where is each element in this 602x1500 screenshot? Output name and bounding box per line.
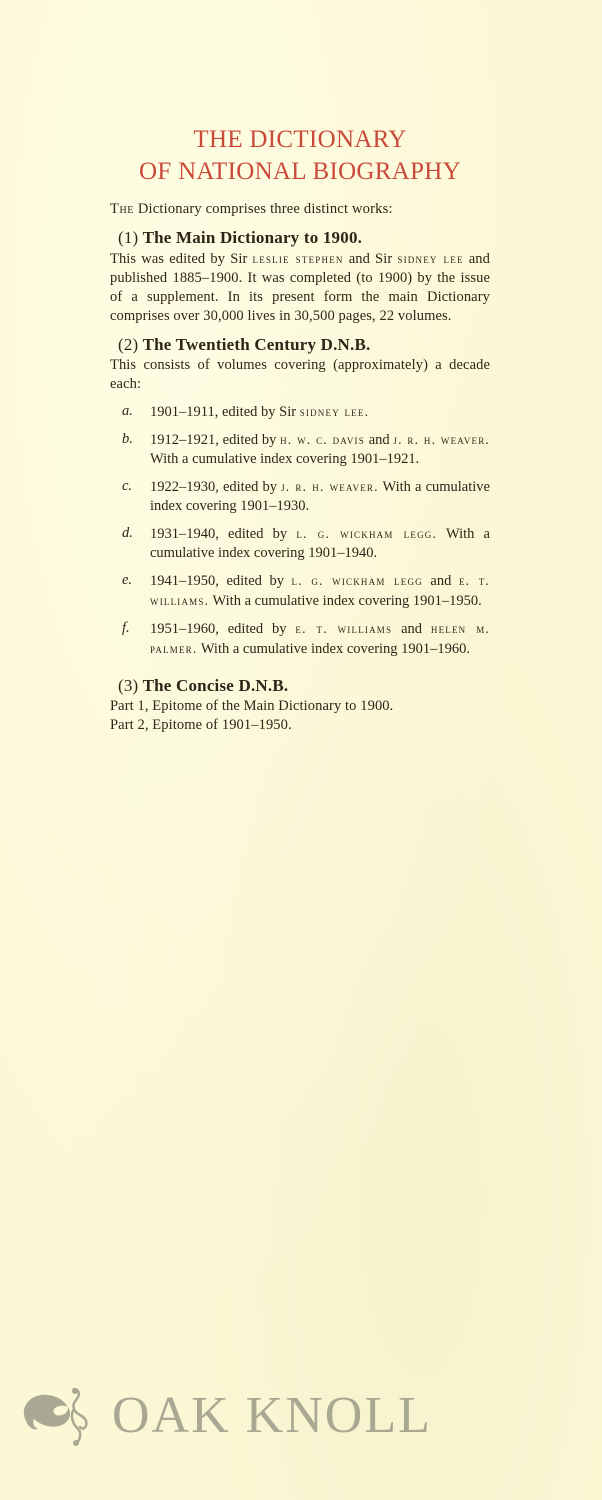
item-text: , edited by Sir: [214, 404, 300, 420]
concise-part-1: Part 1, Epitome of the Main Dictionary to 1900.: [110, 698, 394, 714]
watermark-text: OAK KNOLL: [112, 1387, 432, 1444]
list-letter: a.: [122, 403, 133, 419]
list-letter: c.: [122, 478, 133, 494]
intro-text: Dictionary comprises three distinct works:: [134, 201, 393, 217]
item-text: , edited by: [215, 432, 281, 448]
years: 1922–1930: [150, 479, 216, 495]
item-text: , edited by: [215, 573, 292, 589]
item-text: , edited by: [215, 479, 282, 495]
item-text: With a cumulative index covering 1901–1950.: [209, 593, 482, 609]
title-line-1: THE DICTIONARY: [193, 126, 407, 153]
item-text: and: [392, 621, 431, 637]
section-number: (2): [118, 335, 139, 354]
oak-knoll-watermark: [18, 1385, 432, 1447]
section-title: The Main Dictionary to 1900.: [142, 228, 363, 247]
list-letter: b.: [122, 431, 133, 447]
section-title: The Twentieth Century D.N.B.: [142, 335, 371, 354]
list-item: [110, 524, 490, 563]
list-item: [110, 477, 490, 516]
editor-name: j. r. h. weaver.: [393, 432, 491, 447]
section-main-dictionary: [110, 227, 490, 326]
editor-name: leslie stephen: [252, 251, 344, 266]
editor-name: e. t. williams.: [150, 573, 491, 608]
list-letter: d.: [122, 525, 133, 541]
list-item: [110, 619, 490, 659]
oak-knoll-leaf-logo-icon: [18, 1385, 98, 1447]
item-text: With a cumulative index covering 1901–1940.: [150, 526, 490, 561]
editor-name: h. w. c. davis: [280, 432, 365, 447]
section-heading: [118, 334, 490, 356]
section-concise-dnb: [110, 675, 490, 735]
section-heading: [118, 675, 490, 697]
years: 1951–1960: [150, 621, 216, 637]
para-text: and Sir: [343, 251, 398, 267]
para-text: This was edited by Sir: [110, 251, 253, 267]
years: 1931–1940: [150, 526, 216, 542]
item-text: and: [364, 432, 394, 448]
list-item: [110, 571, 490, 611]
para-text: and published 1885–1900. It was completed (to 1900) by the issue of a supplement. In its present form the main Dictionary comprises over 30,000 lives in 30,500 pages, 22 volumes.: [110, 251, 491, 324]
item-text: and: [422, 573, 459, 589]
section-paragraph: This consists of volumes covering (approximately) a decade each:: [110, 357, 490, 392]
years: 1912–1921: [150, 432, 216, 448]
document-title: [110, 124, 490, 188]
section-paragraph: [110, 249, 490, 326]
editor-name: helen m. palmer.: [150, 621, 490, 656]
section-twentieth-century: [110, 334, 490, 659]
section-number: (3): [118, 676, 139, 695]
list-item: [110, 430, 490, 469]
list-letter: e.: [122, 572, 133, 588]
editor-name: l. g. wickham legg.: [296, 526, 438, 541]
section-title: The Concise D.N.B.: [142, 676, 289, 695]
item-text: With a cumulative index covering 1901–1960.: [197, 641, 471, 657]
intro-lead: The: [110, 201, 134, 217]
editor-name: sidney lee: [397, 251, 464, 266]
list-letter: f.: [122, 620, 130, 636]
editor-name: j. r. h. weaver.: [281, 479, 379, 494]
item-text: With a cumulative index covering 1901–1921.: [150, 451, 420, 467]
item-text: , edited by: [215, 526, 297, 542]
item-text: , edited by: [215, 621, 296, 637]
list-item: [110, 402, 490, 422]
section-number: (1): [118, 228, 139, 247]
years: 1901–1911: [150, 404, 215, 420]
intro-paragraph: [110, 200, 490, 219]
item-text: With a cumulative index covering 1901–1930.: [150, 479, 490, 514]
title-line-2: OF NATIONAL BIOGRAPHY: [138, 158, 462, 185]
document-content: [110, 124, 490, 735]
editor-name: l. g. wickham legg: [291, 573, 423, 588]
volume-list: [110, 402, 490, 659]
section-heading: [118, 227, 490, 249]
concise-part-2: Part 2, Epitome of 1901–1950.: [110, 717, 292, 733]
editor-name: sidney lee.: [299, 404, 370, 419]
years: 1941–1950: [150, 573, 216, 589]
editor-name: e. t. williams: [295, 621, 393, 636]
